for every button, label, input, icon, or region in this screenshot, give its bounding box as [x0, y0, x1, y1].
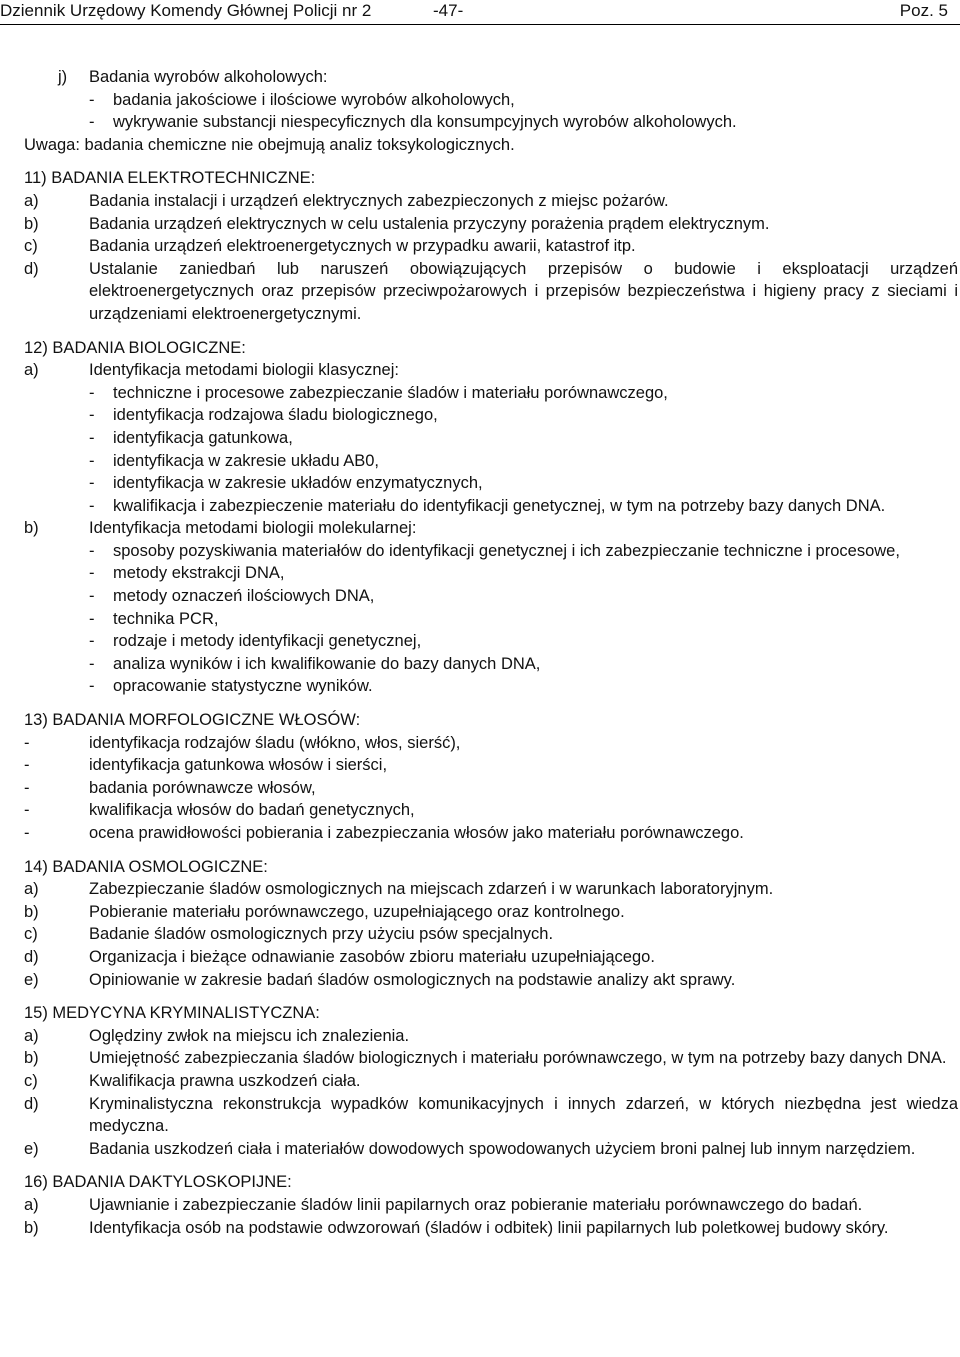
list-item	[89, 382, 958, 405]
item-text: identyfikacja rodzajów śladu (włókno, włos, sierść),	[89, 733, 461, 752]
list-item	[89, 540, 958, 563]
dash-marker: -	[89, 113, 95, 132]
item-text: Opiniowanie w zakresie badań śladów osmologicznych na podstawie analizy akt sprawy.	[89, 970, 736, 989]
list-item	[89, 675, 958, 698]
section-biological	[24, 337, 958, 699]
dash-marker: -	[89, 496, 95, 515]
item-text: Zabezpieczanie śladów osmologicznych na miejscach zdarzeń i w warunkach laboratoryjnym.	[89, 880, 774, 899]
item-marker: d)	[24, 947, 39, 966]
item-text: Identyfikacja metodami biologii klasycznej:	[89, 361, 399, 380]
item-marker: a)	[24, 191, 39, 210]
list-item	[89, 653, 958, 676]
item-marker: a)	[24, 1026, 39, 1045]
item-marker: b)	[24, 1049, 39, 1068]
item-marker: j)	[58, 68, 68, 86]
list-item	[24, 517, 958, 540]
list-item	[89, 608, 958, 631]
item-marker: b)	[24, 1218, 39, 1237]
list-item	[24, 754, 958, 777]
dash-marker: -	[89, 383, 95, 402]
item-text: Ujawnianie i zabezpieczanie śladów linii papilarnych oraz pobieranie materiału porównawczego do badań.	[89, 1195, 863, 1214]
item-marker: c)	[24, 1071, 38, 1090]
list-item	[24, 946, 958, 969]
item-text: kwalifikacja i zabezpieczenie materiału do identyfikacji genetycznej, w tym na potrzeby bazy danych DNA.	[113, 496, 886, 515]
item-marker: a)	[24, 880, 39, 899]
section-forensic-medicine	[24, 1002, 958, 1160]
list-item	[24, 359, 958, 382]
list-item	[24, 1047, 958, 1070]
dash-marker: -	[89, 428, 95, 447]
list-item	[89, 450, 958, 473]
section-heading: 15) MEDYCYNA KRYMINALISTYCZNA:	[24, 1004, 320, 1023]
section-osmology	[24, 856, 958, 992]
item-text: rodzaje i metody identyfikacji genetycznej,	[113, 632, 422, 651]
item-text: Badania instalacji i urządzeń elektrycznych zabezpieczonych z miejsc pożarów.	[89, 191, 669, 210]
list-item	[24, 258, 958, 326]
item-text: Kwalifikacja prawna uszkodzeń ciała.	[89, 1071, 361, 1090]
item-marker: a)	[24, 1195, 39, 1214]
list-item	[89, 562, 958, 585]
item-text: metody oznaczeń ilościowych DNA,	[113, 587, 375, 606]
dash-marker: -	[89, 90, 95, 109]
list-item	[89, 585, 958, 608]
list-item	[24, 1025, 958, 1048]
item-marker: c)	[24, 237, 38, 256]
item-marker: d)	[24, 1094, 39, 1113]
item-text: analiza wyników i ich kwalifikowanie do bazy danych DNA,	[113, 654, 541, 673]
item-text: Kryminalistyczna rekonstrukcja wypadków komunikacyjnych i innych zdarzeń, w których niezbędna jest wiedza medyczna.	[89, 1094, 958, 1136]
list-item	[24, 66, 958, 89]
dash-marker: -	[24, 801, 30, 820]
journal-title: Dziennik Urzędowy Komendy Głównej Policji nr 2	[0, 1, 372, 20]
section-hair-morphology	[24, 709, 958, 845]
item-text: techniczne i procesowe zabezpieczanie śladów i materiału porównawczego,	[113, 383, 668, 402]
page-header	[0, 0, 960, 25]
list-item	[89, 495, 958, 518]
section-heading: 14) BADANIA OSMOLOGICZNE:	[24, 857, 268, 876]
item-text: Umiejętność zabezpieczania śladów biologicznych i materiału porównawczego, w tym na potrzeby bazy danych DNA.	[89, 1049, 947, 1068]
item-text: badania jakościowe i ilościowe wyrobów alkoholowych,	[113, 90, 515, 109]
list-item	[89, 630, 958, 653]
item-text: Pobieranie materiału porównawczego, uzupełniającego oraz kontrolnego.	[89, 902, 625, 921]
item-text: identyfikacja gatunkowa włosów i sierści,	[89, 756, 388, 775]
position-number: Poz. 5	[899, 1, 948, 20]
item-text: Organizacja i bieżące odnawianie zasobów zbioru materiału uzupełniającego.	[89, 947, 655, 966]
item-text: Identyfikacja osób na podstawie odwzorowań (śladów i odbitek) linii papilarnych lub poletkowej budowy skóry.	[89, 1218, 889, 1237]
dash-marker: -	[24, 733, 30, 752]
item-marker: d)	[24, 259, 39, 278]
section-heading: 11) BADANIA ELEKTROTECHNICZNE:	[24, 169, 316, 188]
section-alcohol	[24, 66, 958, 156]
list-item	[24, 777, 958, 800]
item-text: Badania urządzeń elektroenergetycznych w przypadku awarii, katastrof itp.	[89, 237, 636, 256]
list-item	[24, 901, 958, 924]
item-text: ocena prawidłowości pobierania i zabezpieczania włosów jako materiału porównawczego.	[89, 824, 744, 842]
item-marker: c)	[24, 925, 38, 944]
list-item	[24, 1194, 958, 1217]
note-text: Uwaga: badania chemiczne nie obejmują analiz toksykologicznych.	[24, 135, 515, 154]
item-marker: e)	[24, 1139, 39, 1158]
list-item	[89, 111, 958, 134]
dash-marker: -	[89, 677, 95, 696]
item-text: Ustalanie zaniedbań lub naruszeń obowiązujących przepisów o budowie i eksploatacji urządzeń elektroenergetycznych oraz przepisów przeciwpożarowych i przepisów bezpieczeństwa i higieny pracy z sieciami i urządzeniami elektroenergetycznymi.	[89, 259, 958, 323]
item-text: Badanie śladów osmologicznych przy użyciu psów specjalnych.	[89, 925, 554, 944]
item-marker: b)	[24, 214, 39, 233]
section-heading: 13) BADANIA MORFOLOGICZNE WŁOSÓW:	[24, 711, 361, 730]
item-text: identyfikacja rodzajowa śladu biologicznego,	[113, 406, 438, 425]
list-item	[24, 235, 958, 258]
item-text: Oględziny zwłok na miejscu ich znalezienia.	[89, 1026, 410, 1045]
list-item	[24, 969, 958, 992]
list-item	[89, 89, 958, 112]
section-heading: 12) BADANIA BIOLOGICZNE:	[24, 338, 246, 357]
dash-marker: -	[89, 609, 95, 628]
item-text: badania porównawcze włosów,	[89, 778, 316, 797]
dash-marker: -	[24, 778, 30, 797]
list-item	[24, 1093, 958, 1138]
item-text: wykrywanie substancji niespecyficznych dla konsumpcyjnych wyrobów alkoholowych.	[113, 113, 737, 132]
list-item	[24, 822, 958, 845]
item-text: Badania wyrobów alkoholowych:	[89, 68, 328, 86]
list-item	[89, 427, 958, 450]
dash-marker: -	[89, 654, 95, 673]
item-text: metody ekstrakcji DNA,	[113, 564, 285, 583]
list-item	[24, 732, 958, 755]
item-text: Identyfikacja metodami biologii molekularnej:	[89, 519, 417, 538]
list-item	[24, 878, 958, 901]
list-item	[89, 404, 958, 427]
list-item	[24, 1138, 958, 1161]
list-item	[89, 472, 958, 495]
item-marker: b)	[24, 902, 39, 921]
dash-marker: -	[89, 564, 95, 583]
item-text: identyfikacja gatunkowa,	[113, 428, 293, 447]
document-body	[24, 66, 958, 1250]
list-item	[24, 1070, 958, 1093]
dash-marker: -	[89, 451, 95, 470]
dash-marker: -	[89, 632, 95, 651]
section-heading: 16) BADANIA DAKTYLOSKOPIJNE:	[24, 1173, 292, 1192]
item-text: sposoby pozyskiwania materiałów do identyfikacji genetycznej i ich zabezpieczanie techniczne i procesowe,	[113, 541, 900, 560]
dash-marker: -	[89, 587, 95, 606]
item-text: technika PCR,	[113, 609, 219, 628]
item-text: kwalifikacja włosów do badań genetycznych,	[89, 801, 415, 820]
list-item	[24, 190, 958, 213]
section-dactyloscopy	[24, 1171, 958, 1239]
item-marker: b)	[24, 519, 39, 538]
item-text: opracowanie statystyczne wyników.	[113, 677, 373, 696]
list-item	[24, 923, 958, 946]
item-marker: e)	[24, 970, 39, 989]
dash-marker: -	[89, 541, 95, 560]
dash-marker: -	[24, 756, 30, 775]
item-text: Badania uszkodzeń ciała i materiałów dowodowych spowodowanych użyciem broni palnej lub innym narzędziem.	[89, 1139, 916, 1158]
list-item	[24, 213, 958, 236]
item-text: Badania urządzeń elektrycznych w celu ustalenia przyczyny porażenia prądem elektrycznym.	[89, 214, 770, 233]
dash-marker: -	[89, 406, 95, 425]
item-text: identyfikacja w zakresie układu AB0,	[113, 451, 379, 470]
dash-marker: -	[24, 824, 30, 842]
dash-marker: -	[89, 474, 95, 493]
section-electrotechnical	[24, 167, 958, 325]
item-text: identyfikacja w zakresie układów enzymatycznych,	[113, 474, 483, 493]
list-item	[24, 799, 958, 822]
item-marker: a)	[24, 361, 39, 380]
list-item	[24, 1217, 958, 1240]
page-number: -47-	[433, 1, 464, 20]
